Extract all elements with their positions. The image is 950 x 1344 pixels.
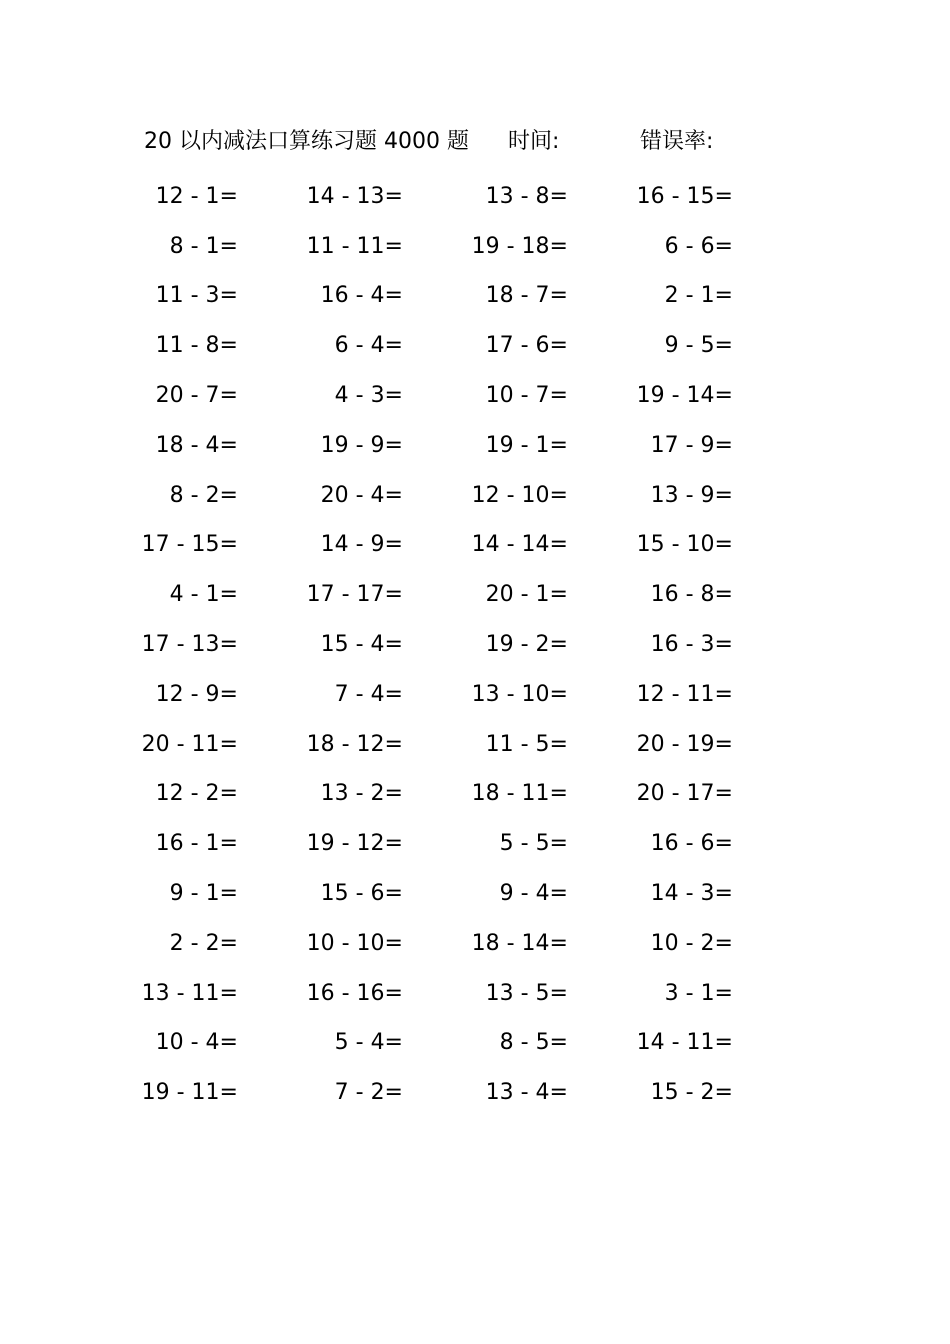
subtraction-problem: 17 - 17= [306,582,403,608]
problem-row [138,770,798,820]
problem-cell [138,926,303,962]
problem-cell [468,278,633,314]
subtraction-problem: 20 - 1= [485,582,568,608]
subtraction-problem: 12 - 10= [471,482,568,508]
subtraction-problem: 16 - 6= [650,831,733,857]
problem-cell [468,677,633,713]
problem-cell [633,577,798,613]
problem-cell [138,378,303,414]
problem-cell [303,1025,468,1061]
problem-cell [468,527,633,563]
problem-cell [468,1025,633,1061]
problem-row [138,172,798,222]
subtraction-problem: 16 - 3= [650,632,733,658]
subtraction-problem: 13 - 5= [485,980,568,1006]
subtraction-problem: 5 - 4= [334,1030,403,1056]
problem-cell [468,428,633,464]
problem-cell [468,727,633,763]
problem-cell [633,826,798,862]
problem-cell [303,179,468,215]
subtraction-problem: 13 - 4= [485,1080,568,1106]
problem-cell [138,527,303,563]
problem-cell [138,278,303,314]
subtraction-problem: 13 - 9= [650,482,733,508]
problem-cell [633,1025,798,1061]
problem-row [138,321,798,371]
problem-cell [633,677,798,713]
subtraction-problem: 14 - 13= [306,183,403,209]
subtraction-problem: 10 - 2= [650,930,733,956]
problem-row [138,371,798,421]
subtraction-problem: 8 - 5= [499,1030,568,1056]
problem-row [138,272,798,322]
problem-cell [468,478,633,514]
problem-cell [138,229,303,265]
problem-cell [138,1075,303,1111]
problem-cell [303,378,468,414]
problem-cell [468,229,633,265]
subtraction-problem: 18 - 7= [485,283,568,309]
problem-cell [303,727,468,763]
problem-cell [468,976,633,1012]
problem-cell [303,278,468,314]
subtraction-problem: 17 - 15= [141,532,238,558]
problem-cell [633,527,798,563]
subtraction-problem: 19 - 2= [485,632,568,658]
problem-cell [633,428,798,464]
problem-cell [303,876,468,912]
problem-cell [138,776,303,812]
subtraction-problem: 11 - 11= [306,233,403,259]
problem-cell [468,826,633,862]
problem-cell [468,328,633,364]
problem-row [138,670,798,720]
problem-cell [468,179,633,215]
problem-cell [633,727,798,763]
subtraction-problem: 16 - 8= [650,582,733,608]
problem-cell [138,727,303,763]
subtraction-problem: 11 - 5= [485,731,568,757]
problem-cell [468,776,633,812]
subtraction-problem: 2 - 2= [169,930,238,956]
problem-row [138,1019,798,1069]
problem-grid [138,172,798,1118]
problem-cell [138,826,303,862]
problem-cell [138,1025,303,1061]
problem-cell [468,876,633,912]
problem-row [138,720,798,770]
problem-cell [633,179,798,215]
subtraction-problem: 7 - 4= [334,681,403,707]
problem-row [138,969,798,1019]
problem-row [138,869,798,919]
subtraction-problem: 19 - 14= [636,383,733,409]
problem-cell [633,976,798,1012]
subtraction-problem: 9 - 5= [664,333,733,359]
problem-cell [303,677,468,713]
subtraction-problem: 20 - 19= [636,731,733,757]
problem-cell [633,378,798,414]
subtraction-problem: 9 - 1= [169,881,238,907]
problem-cell [633,876,798,912]
problem-row [138,919,798,969]
problem-cell [303,776,468,812]
subtraction-problem: 13 - 11= [141,980,238,1006]
problem-cell [138,328,303,364]
subtraction-problem: 20 - 4= [320,482,403,508]
problem-cell [468,1075,633,1111]
problem-cell [303,478,468,514]
subtraction-problem: 17 - 6= [485,333,568,359]
problem-cell [303,1075,468,1111]
problem-cell [138,677,303,713]
subtraction-problem: 13 - 10= [471,681,568,707]
subtraction-problem: 13 - 2= [320,781,403,807]
subtraction-problem: 16 - 1= [155,831,238,857]
subtraction-problem: 14 - 11= [636,1030,733,1056]
subtraction-problem: 10 - 10= [306,930,403,956]
problem-cell [138,179,303,215]
subtraction-problem: 11 - 8= [155,333,238,359]
problem-cell [633,926,798,962]
subtraction-problem: 19 - 18= [471,233,568,259]
problem-row [138,222,798,272]
subtraction-problem: 18 - 14= [471,930,568,956]
problem-row [138,819,798,869]
subtraction-problem: 18 - 4= [155,432,238,458]
subtraction-problem: 12 - 1= [155,183,238,209]
subtraction-problem: 19 - 11= [141,1080,238,1106]
subtraction-problem: 4 - 1= [169,582,238,608]
subtraction-problem: 12 - 11= [636,681,733,707]
subtraction-problem: 10 - 7= [485,383,568,409]
subtraction-problem: 13 - 8= [485,183,568,209]
subtraction-problem: 5 - 5= [499,831,568,857]
problem-cell [633,328,798,364]
subtraction-problem: 19 - 1= [485,432,568,458]
subtraction-problem: 18 - 11= [471,781,568,807]
subtraction-problem: 20 - 11= [141,731,238,757]
subtraction-problem: 12 - 9= [155,681,238,707]
problem-cell [303,428,468,464]
problem-cell [303,976,468,1012]
problem-cell [138,876,303,912]
subtraction-problem: 14 - 9= [320,532,403,558]
subtraction-problem: 2 - 1= [664,283,733,309]
problem-cell [138,577,303,613]
problem-cell [303,627,468,663]
error-rate-label: 错误率: [640,129,714,154]
subtraction-problem: 6 - 4= [334,333,403,359]
subtraction-problem: 7 - 2= [334,1080,403,1106]
subtraction-problem: 14 - 3= [650,881,733,907]
subtraction-problem: 15 - 6= [320,881,403,907]
subtraction-problem: 18 - 12= [306,731,403,757]
problem-cell [303,229,468,265]
problem-row [138,421,798,471]
problem-cell [633,478,798,514]
subtraction-problem: 20 - 7= [155,383,238,409]
subtraction-problem: 8 - 1= [169,233,238,259]
problem-row [138,620,798,670]
problem-cell [138,976,303,1012]
problem-cell [468,378,633,414]
subtraction-problem: 19 - 12= [306,831,403,857]
problem-cell [633,776,798,812]
subtraction-problem: 14 - 14= [471,532,568,558]
subtraction-problem: 15 - 4= [320,632,403,658]
subtraction-problem: 16 - 4= [320,283,403,309]
problem-cell [303,328,468,364]
subtraction-problem: 12 - 2= [155,781,238,807]
subtraction-problem: 6 - 6= [664,233,733,259]
problem-cell [303,826,468,862]
problem-cell [468,926,633,962]
time-label: 时间: [508,129,560,154]
subtraction-problem: 17 - 9= [650,432,733,458]
subtraction-problem: 15 - 2= [650,1080,733,1106]
problem-cell [633,229,798,265]
subtraction-problem: 17 - 13= [141,632,238,658]
problem-row [138,521,798,571]
problem-cell [468,627,633,663]
subtraction-problem: 10 - 4= [155,1030,238,1056]
problem-cell [633,278,798,314]
problem-cell [633,1075,798,1111]
problem-cell [303,926,468,962]
problem-row [138,570,798,620]
problem-row [138,1068,798,1118]
subtraction-problem: 16 - 16= [306,980,403,1006]
worksheet-title: 20 以内减法口算练习题 4000 题 [144,129,469,154]
subtraction-problem: 15 - 10= [636,532,733,558]
problem-cell [303,577,468,613]
subtraction-problem: 16 - 15= [636,183,733,209]
problem-cell [303,527,468,563]
subtraction-problem: 4 - 3= [334,383,403,409]
subtraction-problem: 19 - 9= [320,432,403,458]
subtraction-problem: 3 - 1= [664,980,733,1006]
problem-row [138,471,798,521]
problem-cell [468,577,633,613]
subtraction-problem: 20 - 17= [636,781,733,807]
problem-cell [633,627,798,663]
subtraction-problem: 11 - 3= [155,283,238,309]
subtraction-problem: 9 - 4= [499,881,568,907]
problem-cell [138,428,303,464]
problem-cell [138,478,303,514]
subtraction-problem: 8 - 2= [169,482,238,508]
problem-cell [138,627,303,663]
